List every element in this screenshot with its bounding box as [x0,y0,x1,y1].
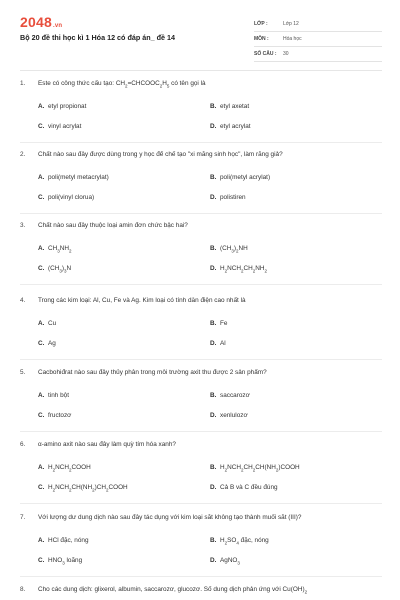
option-text: vinyl acrylat [48,123,82,130]
option-text: saccarozơ [220,392,250,399]
option-letter: C. [38,123,45,130]
page-title: Bộ 20 đề thi học kì 1 Hóa 12 có đáp án_ đề 14 [20,33,175,42]
answer-option[interactable] [210,320,227,327]
option-letter: A. [38,245,45,252]
question-text [20,297,385,304]
option-letter: B. [210,464,217,471]
question-number: 8. [20,586,26,593]
option-letter: C. [38,340,45,347]
option-letter: A. [38,464,45,471]
meta-key: SỐ CÂU : [254,51,277,57]
option-text: etyl propionat [48,103,87,110]
question-text [20,80,385,88]
option-text: Cu [48,320,57,327]
option-text: tinh bột [48,392,69,399]
option-letter: D. [210,194,217,201]
option-letter: A. [38,537,45,544]
option-text: $H_2NCH_2COOH$ [48,464,91,473]
answer-option[interactable] [38,412,71,419]
option-text: etyl axetat [220,103,250,110]
option-text: $H_2NCH_2CH_2NH_2$ [220,265,268,274]
answer-option[interactable] [38,340,56,347]
option-letter: C. [38,412,45,419]
option-text: $H_2NCH_2CH_2CH(NH_2)COOH$ [220,464,300,473]
option-text: etyl acrylat [220,123,251,130]
option-letter: B. [210,537,217,544]
option-letter: D. [210,123,217,130]
option-text: $H_2SO_4$ đặc, nóng [220,537,269,546]
option-text: poli(metyl acrylat) [220,174,271,181]
option-text: Ag [48,340,56,347]
option-text: $(CH_3)_2NH$ [220,245,248,254]
meta-key: LỚP : [254,21,268,27]
meta-row [254,46,382,62]
question-text [20,514,385,521]
question-body: α-amino axit nào sau đây làm quỳ tím hóa xanh? [38,441,176,448]
answer-option[interactable] [210,340,226,347]
question-body: Trong các kim loại: Al, Cu, Fe và Ag. Kim loại có tính dẫn điện cao nhất là [38,297,246,304]
question-body: Với lượng dư dung dịch nào sau đây tác dụng với kim loại sắt không tạo thành muối sắt (III)? [38,514,302,521]
question-text [20,222,385,229]
option-letter: C. [38,484,45,491]
answer-option[interactable] [210,484,278,491]
option-letter: D. [210,557,217,564]
meta-value: Hóa học [283,36,302,42]
question-divider [20,431,382,432]
question-body: Cho các dung dịch: glixerol, albumin, saccarozơ, glucozơ. Số dung dịch phản ứng với $Cu(OH)_2$ [38,586,308,595]
question-text [20,369,385,376]
answer-option[interactable] [210,123,251,130]
option-text: Cả B và C đều đúng [220,484,278,491]
answer-option[interactable] [38,174,109,181]
answer-option[interactable] [38,320,56,327]
option-letter: A. [38,392,45,399]
question-text [20,586,385,594]
answer-option[interactable] [38,392,69,399]
site-logo[interactable] [20,14,62,30]
option-text: poli(metyl metacrylat) [48,174,109,181]
option-letter: B. [210,174,217,181]
question-divider [20,359,382,360]
option-letter: C. [38,265,45,272]
option-letter: B. [210,320,217,327]
option-letter: A. [38,320,45,327]
question-divider [20,213,382,214]
answer-option[interactable] [210,537,269,545]
option-text: HCl đặc, nóng [48,537,89,544]
question-number: 4. [20,297,26,304]
answer-option[interactable] [210,265,267,273]
option-letter: C. [38,194,45,201]
option-text: xenlulozơ [220,412,248,419]
answer-option[interactable] [38,464,91,472]
question-number: 7. [20,514,26,521]
answer-option[interactable] [210,464,300,472]
logo-suffix: .vn [52,23,63,29]
answer-option[interactable] [210,245,248,253]
question-body: Este có công thức cấu tạo: $CH_2=CHCOOC_2H_5$ có tên gọi là [38,80,206,89]
meta-value: Lớp 12 [283,21,299,27]
option-letter: A. [38,174,45,181]
option-letter: B. [210,245,217,252]
option-text: Fe [220,320,228,327]
option-letter: A. [38,103,45,110]
option-text: polistiren [220,194,246,201]
answer-option[interactable] [38,103,86,110]
option-text: $(CH_3)_3N$ [48,265,72,274]
answer-option[interactable] [38,194,94,201]
question-text [20,151,385,158]
question-divider [20,576,382,577]
option-letter: C. [38,557,45,564]
answer-option[interactable] [38,484,128,492]
option-text: poli(vinyl clorua) [48,194,95,201]
answer-option[interactable] [210,174,270,181]
question-number: 2. [20,151,26,158]
option-text: $H_2NCH_2CH(NH_2)CH_2COOH$ [48,484,128,493]
question-number: 3. [20,222,26,229]
option-letter: D. [210,412,217,419]
question-body: Cacbohiđrat nào sau đây thủy phân trong môi trường axit thu được 2 sản phẩm? [38,369,267,376]
meta-row [254,16,382,32]
option-letter: B. [210,103,217,110]
option-text: AgNO$_3$ [220,557,240,566]
question-number: 5. [20,369,26,376]
answer-option[interactable] [38,245,72,253]
question-number: 1. [20,80,26,87]
answer-option[interactable] [38,537,89,544]
question-divider [20,142,382,143]
question-divider [20,284,382,285]
meta-key: MÔN : [254,36,269,42]
question-number: 6. [20,441,26,448]
header-divider [20,70,382,71]
answer-option[interactable] [210,392,250,399]
option-letter: D. [210,484,217,491]
answer-option[interactable] [210,103,249,110]
option-text: Al [220,340,226,347]
meta-value: 30 [283,51,289,57]
question-body: Chất nào sau đây được dùng trong y học để chế tạo "xi măng sinh học", làm răng giả? [38,151,283,158]
option-text: $CH_3NH_2$ [48,245,72,254]
option-letter: D. [210,340,217,347]
answer-option[interactable] [38,123,81,130]
option-text: $HNO_3$ loãng [48,557,83,566]
answer-option[interactable] [38,557,82,565]
option-text: fructozơ [48,412,72,419]
question-body: Chất nào sau đây thuộc loại amin đơn chức bậc hai? [38,222,188,229]
question-text [20,441,385,448]
answer-option[interactable] [210,412,248,419]
option-letter: D. [210,265,217,272]
logo-text: 2048 [20,14,52,30]
meta-row [254,31,382,47]
question-divider [20,503,382,504]
option-letter: B. [210,392,217,399]
answer-option[interactable] [210,557,240,565]
answer-option[interactable] [38,265,71,273]
answer-option[interactable] [210,194,246,201]
